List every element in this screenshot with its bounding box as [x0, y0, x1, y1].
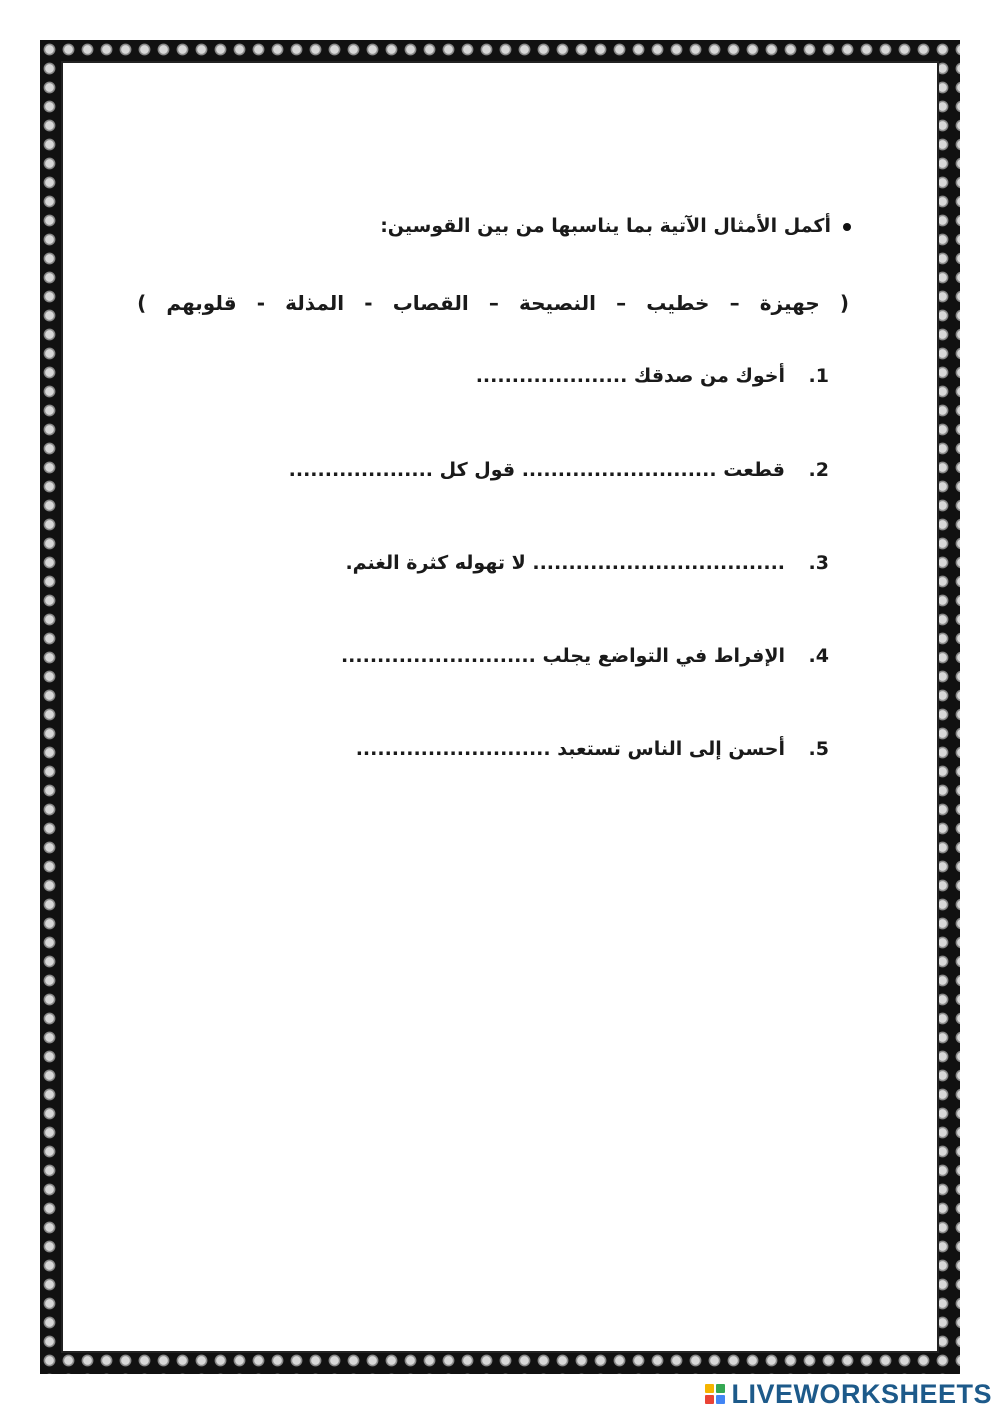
logo-square-icon — [705, 1395, 714, 1404]
item-number: 4. — [808, 645, 829, 667]
proverb-item-4 — [341, 645, 829, 667]
instruction-line — [380, 215, 851, 237]
item-text: أخوك من صدقك ..................... — [475, 365, 785, 387]
logo-text: LIVEWORKSHEETS — [731, 1378, 992, 1409]
item-number: 3. — [808, 552, 829, 574]
item-text: أحسن إلى الناس تستعبد ........................... — [355, 738, 785, 760]
word-bank — [137, 291, 849, 315]
logo-square-icon — [716, 1395, 725, 1404]
item-number: 2. — [808, 459, 829, 481]
bullet-icon — [843, 223, 851, 231]
decorative-page-border — [40, 40, 960, 1374]
proverb-item-3 — [345, 552, 829, 574]
liveworksheets-logo — [705, 1379, 992, 1409]
proverb-item-1 — [476, 365, 829, 387]
logo-square-icon — [716, 1384, 725, 1393]
logo-grid-icon — [705, 1384, 725, 1404]
worksheet-content — [63, 63, 937, 1351]
instruction-text: أكمل الأمثال الآتية بما يناسبها من بين القوسين: — [380, 215, 831, 237]
word-bank-word: جهيزة — [759, 291, 820, 315]
item-text: قطعت ........................... قول كل .................... — [288, 459, 785, 481]
item-text: ................................... لا تهوله كثرة الغنم. — [345, 552, 785, 574]
worksheet-page — [61, 61, 939, 1353]
word-bank-open-paren: ( — [839, 291, 849, 315]
word-bank-separator: – — [729, 291, 740, 315]
word-bank-word: المذلة — [285, 291, 345, 315]
item-text: الإفراط في التواضع يجلب ........................... — [340, 645, 785, 667]
word-bank-word: خطيب — [646, 291, 710, 315]
proverb-item-2 — [289, 459, 829, 481]
item-number: 5. — [808, 738, 829, 760]
word-bank-separator: – — [488, 291, 499, 315]
word-bank-word: النصيحة — [519, 291, 596, 315]
word-bank-separator: – — [616, 291, 627, 315]
item-number: 1. — [808, 365, 829, 387]
proverb-item-5 — [356, 738, 829, 760]
word-bank-word: القصاب — [392, 291, 469, 315]
word-bank-word: قلوبهم — [166, 291, 237, 315]
logo-square-icon — [705, 1384, 714, 1393]
word-bank-separator: - — [256, 291, 266, 315]
word-bank-close-paren: ) — [137, 291, 147, 315]
word-bank-separator: - — [364, 291, 373, 315]
